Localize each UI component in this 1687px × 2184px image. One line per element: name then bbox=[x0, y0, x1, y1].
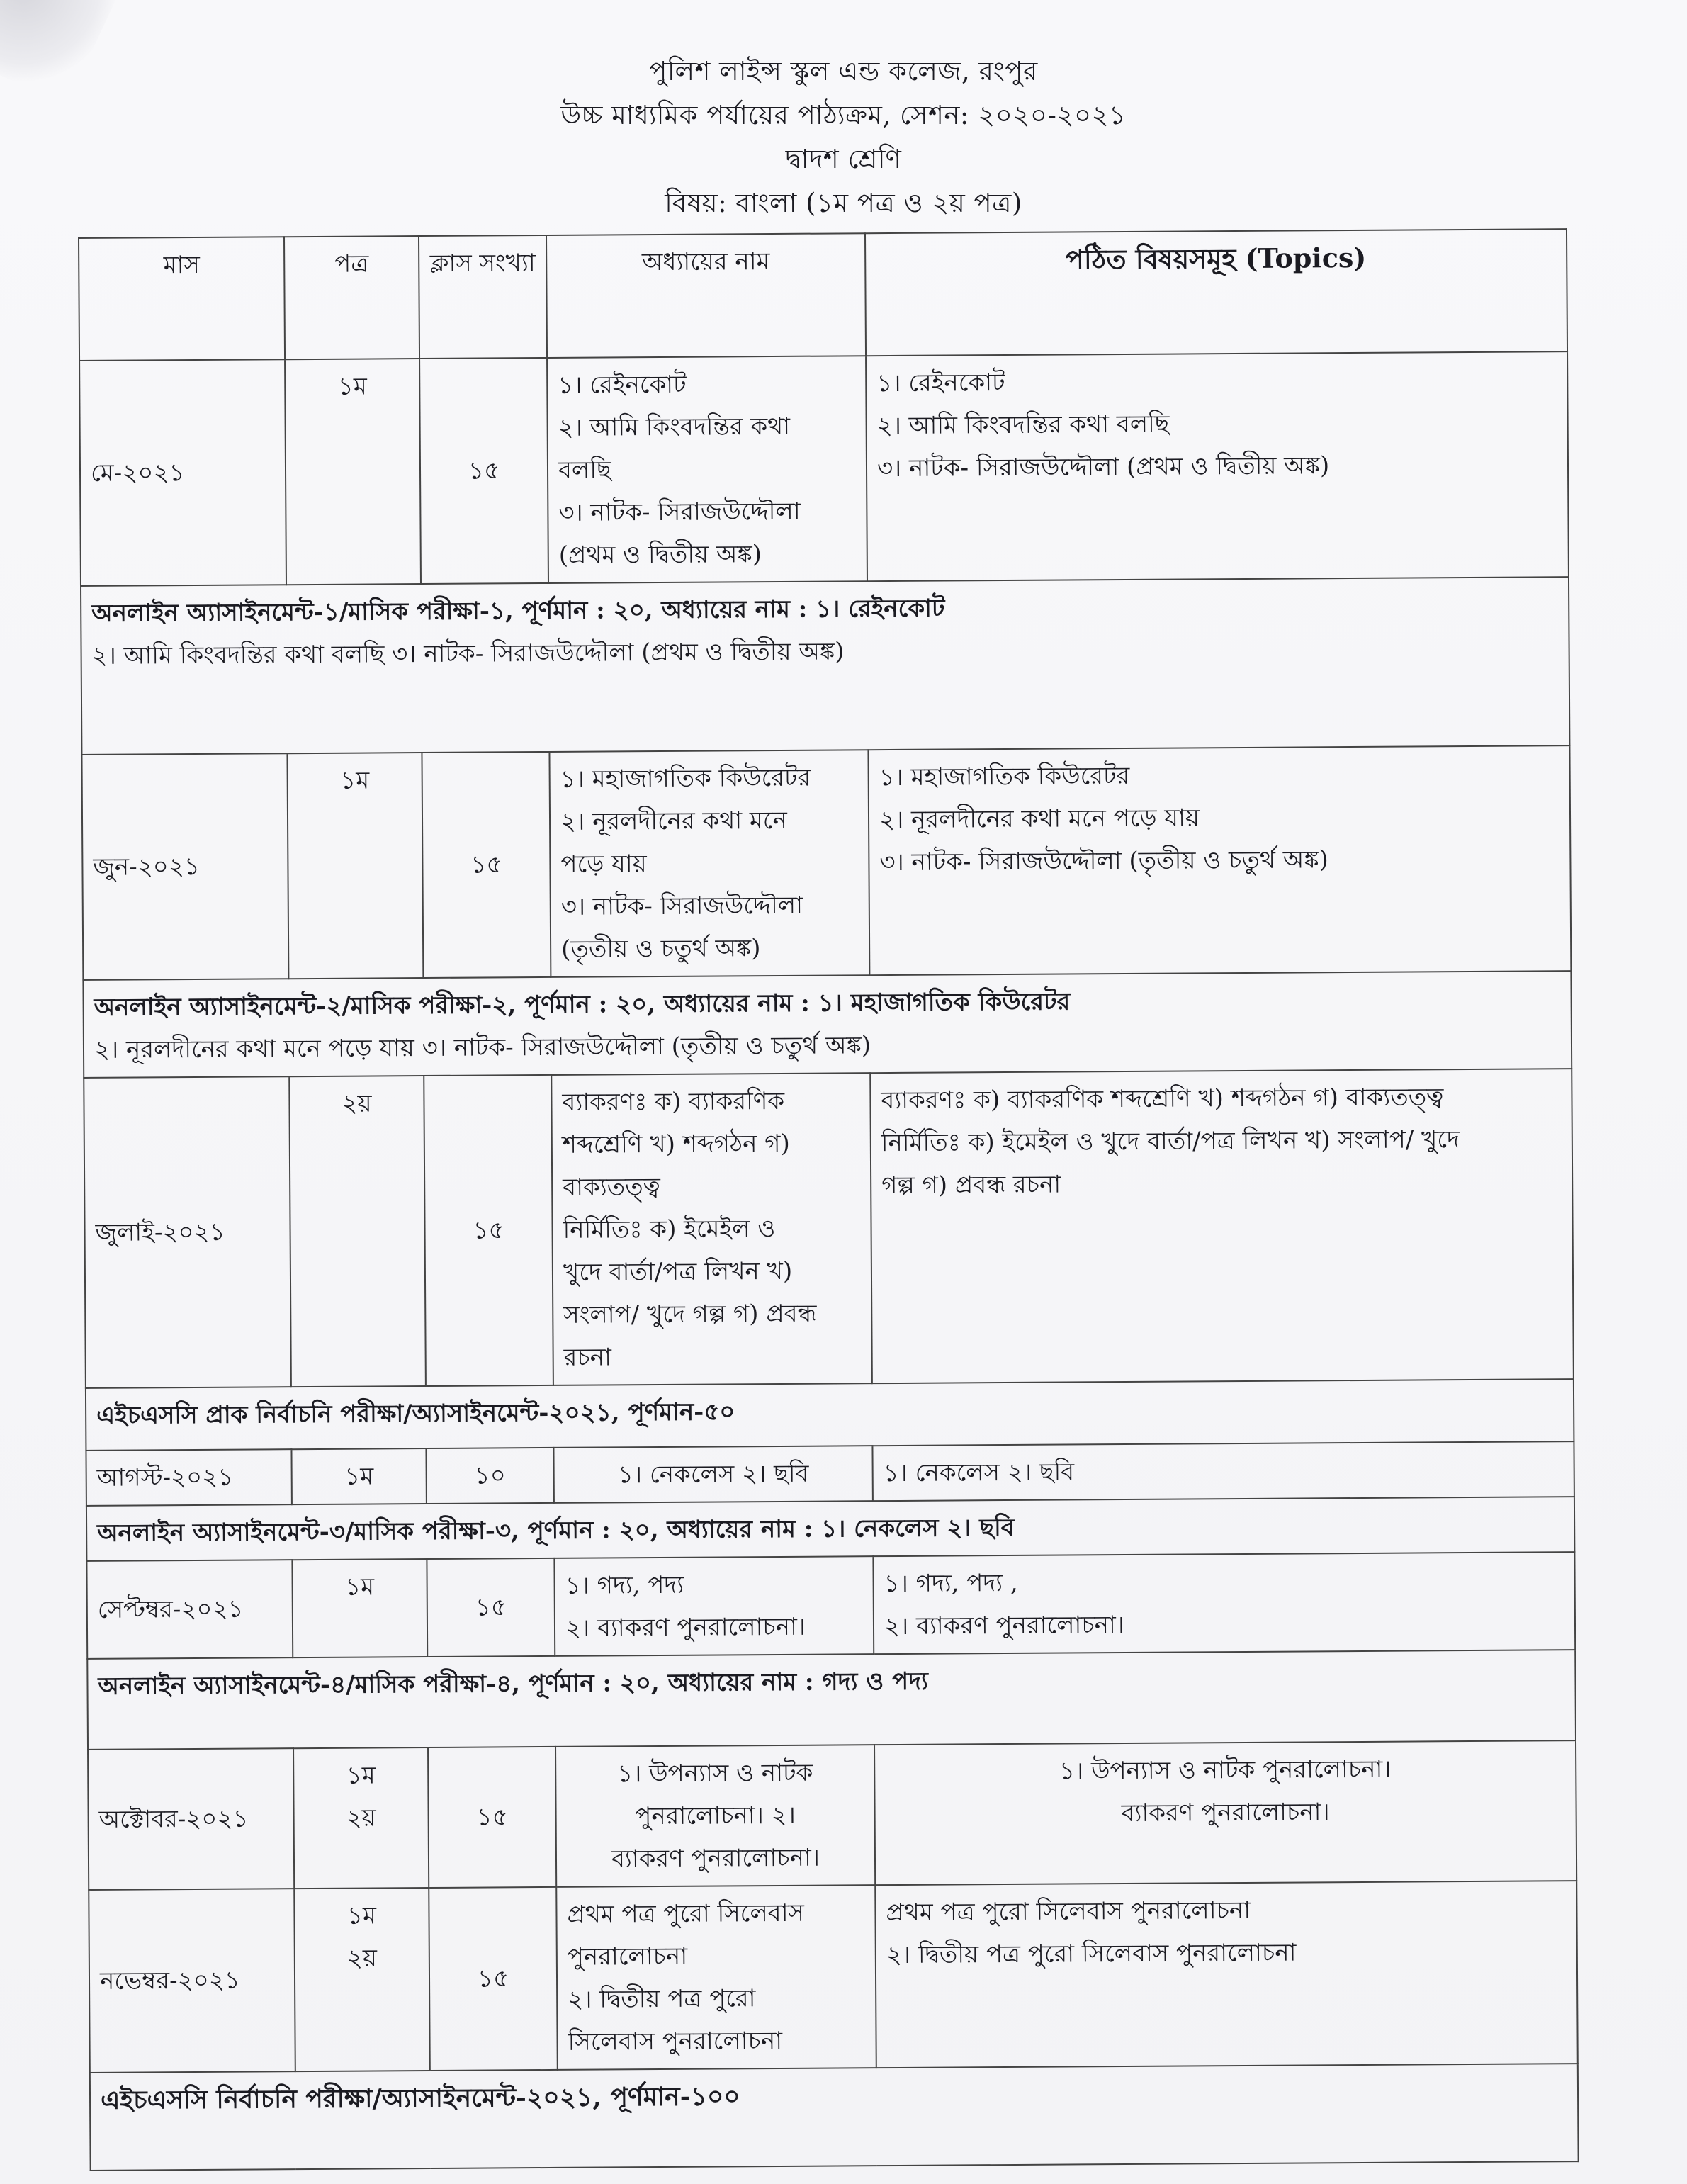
chapter-line: বলছি bbox=[558, 456, 611, 485]
chapter-line: বাক্যতত্ত্ব bbox=[563, 1173, 660, 1202]
table-row bbox=[86, 1552, 1575, 1659]
month-cell: জুলাই-২০২১ bbox=[84, 1076, 291, 1388]
paper-line: ১ম bbox=[346, 1761, 376, 1790]
assessment-row bbox=[86, 1497, 1574, 1561]
chapter-cell bbox=[549, 750, 869, 977]
chapter-line: সিলেবাস পুনরালোচনা bbox=[568, 2026, 783, 2056]
paper-line: ২য় bbox=[346, 1803, 376, 1833]
chapter-cell bbox=[554, 1556, 874, 1656]
paper-cell bbox=[294, 1888, 430, 2071]
paper-cell bbox=[293, 1747, 429, 1889]
paper-cell: ১ম bbox=[285, 359, 421, 585]
assessment-row bbox=[87, 1650, 1576, 1750]
table-row bbox=[79, 351, 1569, 586]
topics-cell bbox=[866, 351, 1569, 581]
topic-line: ১। মহাজাগতিক কিউরেটর bbox=[879, 761, 1130, 792]
month-cell: মে-২০২১ bbox=[79, 359, 286, 586]
chapter-line: রচনা bbox=[563, 1343, 612, 1372]
chapter-line: ২। নূরলদীনের কথা মনে bbox=[560, 806, 787, 836]
column-header-paper: পত্র bbox=[284, 236, 419, 359]
chapter-line: ৩। নাটক- সিরাজউদ্দৌলা bbox=[558, 497, 801, 527]
column-header-classes: ক্লাস সংখ্যা bbox=[419, 235, 547, 359]
chapter-line: ৩। নাটক- সিরাজউদ্দৌলা bbox=[560, 891, 803, 921]
classes-cell: ১৫ bbox=[424, 1075, 553, 1386]
chapter-cell: ১। নেকলেস ২। ছবি bbox=[553, 1446, 872, 1503]
chapter-line: নির্মিতিঃ ক) ইমেইল ও bbox=[563, 1215, 776, 1244]
topic-line: ১। উপন্যাস ও নাটক পুনরালোচনা। bbox=[1059, 1755, 1392, 1786]
chapter-line: ব্যাকরণঃ ক) ব্যাকরণিক bbox=[562, 1086, 785, 1117]
topic-line: প্রথম পত্র পুরো সিলেবাস পুনরালোচনা bbox=[886, 1896, 1251, 1927]
month-cell: জুন-২০২১ bbox=[81, 753, 288, 980]
chapter-line: সংলাপ/ খুদে গল্প গ) প্রবন্ধ bbox=[563, 1299, 817, 1329]
institution-name: পুলিশ লাইন্স স্কুল এন্ড কলেজ, রংপুর bbox=[649, 56, 1038, 86]
topics-cell bbox=[868, 745, 1571, 975]
classes-cell: ১৫ bbox=[427, 1558, 555, 1657]
paper-line: ১ম bbox=[346, 1901, 377, 1930]
topic-line: ব্যাকরণঃ ক) ব্যাকরণিক শব্দশ্রেণি খ) শব্দগঠন গ) বাক্যতত্ত্ব bbox=[881, 1083, 1444, 1115]
assessment-row bbox=[86, 1379, 1574, 1451]
chapter-line: (তৃতীয় ও চতুর্থ অঙ্ক) bbox=[561, 934, 761, 964]
topic-line: ৩। নাটক- সিরাজউদ্দৌলা (প্রথম ও দ্বিতীয় অঙ্ক) bbox=[876, 451, 1330, 483]
classes-cell: ১০ bbox=[426, 1448, 553, 1504]
topics-cell bbox=[874, 1740, 1576, 1885]
classes-cell: ১৫ bbox=[428, 1747, 556, 1888]
column-header-chapter: অধ্যায়ের নাম bbox=[546, 233, 866, 358]
chapter-line: খুদে বার্তা/পত্র লিখন খ) bbox=[563, 1256, 793, 1287]
curriculum-title: উচ্চ মাধ্যমিক পর্যায়ের পাঠ্যক্রম, সেশন: ২০২০-২০২১ bbox=[560, 100, 1127, 130]
chapter-line: (প্রথম ও দ্বিতীয় অঙ্ক) bbox=[558, 540, 762, 570]
paper-line: ২য় bbox=[346, 1944, 378, 1973]
table-row bbox=[89, 1881, 1578, 2073]
assessment-row bbox=[81, 577, 1569, 755]
subject-name: বিষয়: বাংলা (১ম পত্র ও ২য় পত্র) bbox=[665, 188, 1022, 218]
assessment-line: অনলাইন অ্যাসাইনমেন্ট-১/মাসিক পরীক্ষা-১, পূর্ণমান : ২০, অধ্যায়ের নাম : ১। রেইনকোট bbox=[91, 594, 945, 628]
table-row bbox=[88, 1740, 1576, 1890]
paper-cell: ১ম bbox=[291, 1448, 426, 1504]
table-header-row bbox=[79, 229, 1567, 361]
document-header bbox=[0, 50, 1687, 225]
chapter-line: প্রথম পত্র পুরো সিলেবাস bbox=[567, 1898, 805, 1929]
assessment-cell bbox=[83, 971, 1572, 1078]
chapter-line: ২। আমি কিংবদন্তির কথা bbox=[558, 412, 791, 442]
topic-line: ২। ব্যাকরণ পুনরালোচনা। bbox=[884, 1611, 1125, 1641]
topic-line: নির্মিতিঃ ক) ইমেইল ও খুদে বার্তা/পত্র লিখন খ) সংলাপ/ খুদে bbox=[881, 1125, 1460, 1158]
chapter-line: ১। গদ্য, পদ্য bbox=[565, 1570, 684, 1600]
assessment-line: ২। নূরলদীনের কথা মনে পড়ে যায় ৩। নাটক- সিরাজউদ্দৌলা (তৃতীয় ও চতুর্থ অঙ্ক) bbox=[94, 1031, 871, 1064]
column-header-topics: পঠিত বিষয়সমূহ (Topics) bbox=[865, 229, 1567, 356]
topics-cell bbox=[873, 1552, 1575, 1654]
chapter-line: শব্দশ্রেণি খ) শব্দগঠন গ) bbox=[562, 1129, 790, 1159]
paper-cell: ১ম bbox=[292, 1559, 427, 1657]
class-name: দ্বাদশ শ্রেণি bbox=[785, 144, 902, 174]
paper-cell: ২য় bbox=[289, 1076, 426, 1387]
assessment-row bbox=[83, 971, 1572, 1078]
chapter-line: পড়ে যায় bbox=[560, 850, 647, 879]
pretest-cell: এইচএসসি প্রাক নির্বাচনি পরীক্ষা/অ্যাসাইনমেন্ট-২০২১, পূর্ণমান-৫০ bbox=[86, 1379, 1574, 1451]
table-row bbox=[86, 1441, 1574, 1506]
chapter-line: ব্যাকরণ পুনরালোচনা। bbox=[611, 1843, 820, 1874]
chapter-cell bbox=[556, 1885, 876, 2070]
chapter-line: ১। রেইনকোট bbox=[558, 370, 687, 400]
final-test-cell: এইচএসসি নির্বাচনি পরীক্ষা/অ্যাসাইনমেন্ট-২০২১, পূর্ণমান-১০০ bbox=[90, 2064, 1579, 2171]
chapter-line: ২। দ্বিতীয় পত্র পুরো bbox=[568, 1984, 756, 2014]
chapter-cell bbox=[551, 1073, 872, 1385]
assessment-row bbox=[90, 2064, 1579, 2171]
assessment-line: অনলাইন অ্যাসাইনমেন্ট-২/মাসিক পরীক্ষা-২, পূর্ণমান : ২০, অধ্যায়ের নাম : ১। মহাজাগতিক কিউরেটর bbox=[94, 987, 1071, 1022]
chapter-line: পুনরালোচনা bbox=[567, 1942, 688, 1971]
chapter-line: পুনরালোচনা। ২। bbox=[635, 1801, 796, 1831]
topic-line: ১। রেইনকোট bbox=[876, 368, 1005, 398]
topic-line: গল্প গ) প্রবন্ধ রচনা bbox=[881, 1170, 1061, 1200]
table-row bbox=[84, 1069, 1574, 1388]
assessment-cell: অনলাইন অ্যাসাইনমেন্ট-৪/মাসিক পরীক্ষা-৪, পূর্ণমান : ২০, অধ্যায়ের নাম : গদ্য ও পদ্য bbox=[87, 1650, 1576, 1750]
column-header-month: মাস bbox=[79, 237, 285, 361]
month-cell: নভেম্বর-২০২১ bbox=[89, 1889, 295, 2073]
topics-cell: ১। নেকলেস ২। ছবি bbox=[872, 1441, 1574, 1501]
chapter-cell bbox=[555, 1745, 875, 1887]
topic-line: ৩। নাটক- সিরাজউদ্দৌলা (তৃতীয় ও চতুর্থ অঙ্ক) bbox=[879, 845, 1328, 877]
topic-line: ২। আমি কিংবদন্তির কথা বলছি bbox=[876, 410, 1170, 441]
month-cell: আগস্ট-২০২১ bbox=[86, 1449, 291, 1506]
assessment-line: ২। আমি কিংবদন্তির কথা বলছি ৩। নাটক- সিরাজউদ্দৌলা (প্রথম ও দ্বিতীয় অঙ্ক) bbox=[91, 637, 845, 670]
assessment-cell bbox=[81, 577, 1569, 755]
assessment-cell: অনলাইন অ্যাসাইনমেন্ট-৩/মাসিক পরীক্ষা-৩, পূর্ণমান : ২০, অধ্যায়ের নাম : ১। নেকলেস ২। ছবি bbox=[86, 1497, 1574, 1561]
chapter-line: ১। মহাজাগতিক কিউরেটর bbox=[560, 763, 811, 794]
table-row bbox=[81, 745, 1571, 980]
classes-cell: ১৫ bbox=[419, 358, 548, 584]
topic-line: ১। গদ্য, পদ্য , bbox=[884, 1568, 1018, 1599]
classes-cell: ১৫ bbox=[422, 752, 551, 978]
topics-cell bbox=[875, 1881, 1578, 2068]
chapter-line: ১। উপন্যাস ও নাটক bbox=[617, 1758, 813, 1789]
topic-line: ২। নূরলদীনের কথা মনে পড়ে যায় bbox=[879, 804, 1200, 835]
syllabus-table-wrapper bbox=[78, 228, 1581, 2151]
classes-cell: ১৫ bbox=[429, 1887, 558, 2071]
month-cell: সেপ্টম্বর-২০২১ bbox=[86, 1560, 293, 1659]
chapter-line: ২। ব্যাকরণ পুনরালোচনা। bbox=[565, 1612, 806, 1643]
topic-line: ব্যাকরণ পুনরালোচনা। bbox=[1121, 1798, 1330, 1828]
chapter-cell bbox=[547, 356, 867, 583]
paper-cell: ১ম bbox=[287, 753, 423, 979]
syllabus-table bbox=[78, 228, 1579, 2171]
topic-line: ২। দ্বিতীয় পত্র পুরো সিলেবাস পুনরালোচনা bbox=[886, 1938, 1297, 1970]
topics-cell bbox=[870, 1069, 1574, 1383]
month-cell: অক্টোবর-২০২১ bbox=[88, 1748, 294, 1890]
